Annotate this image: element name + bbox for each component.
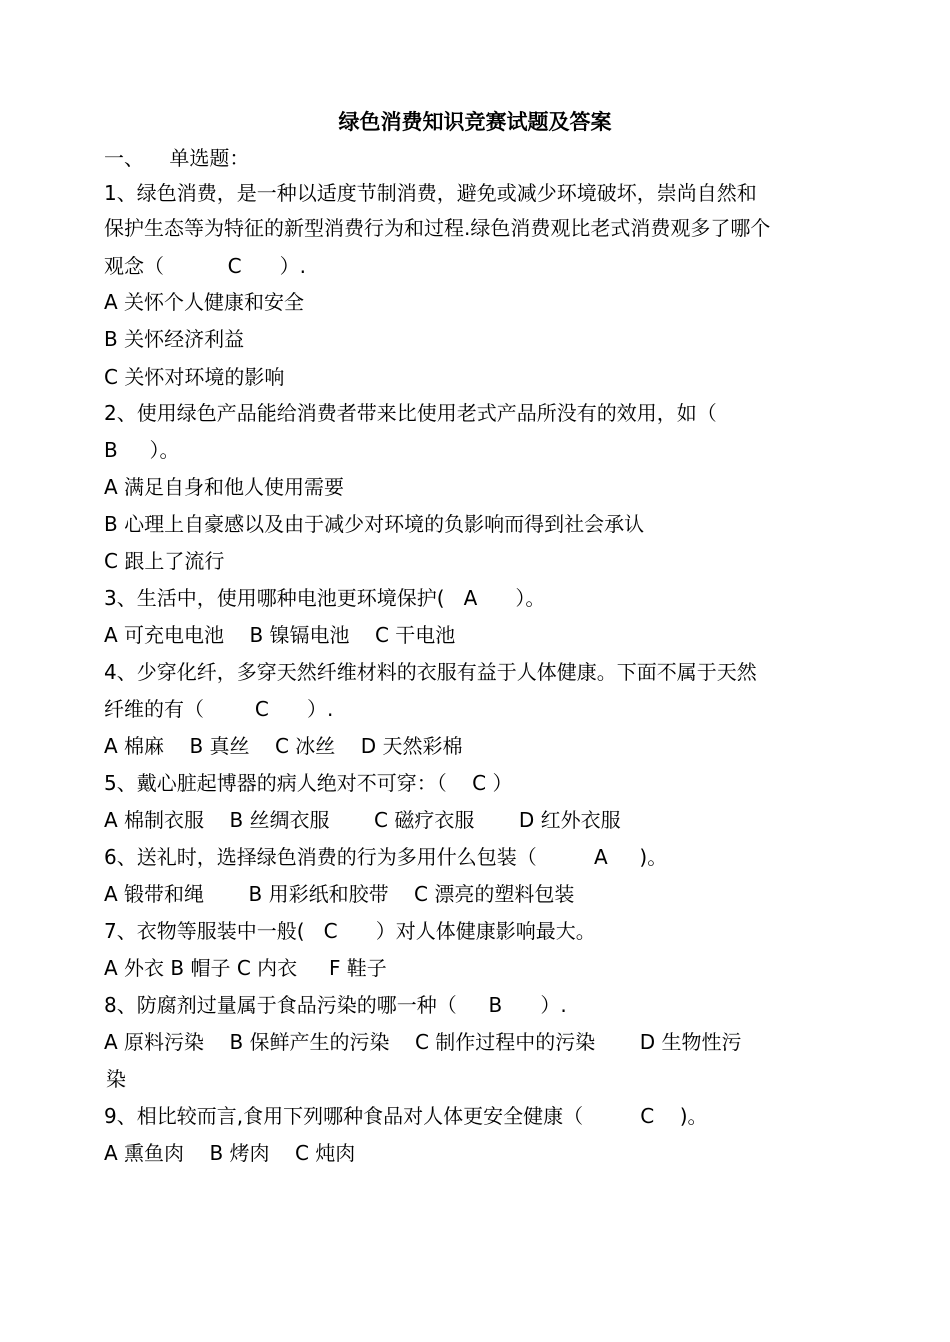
question-6-options: A 锻带和绳 B 用彩纸和胶带 C 漂亮的塑料包装 [104,882,575,906]
question-1-line-2: 保护生态等为特征的新型消费行为和过程.绿色消费观比老式消费观多了哪个 [104,216,771,240]
question-5-line-1: 5、戴心脏起博器的病人绝对不可穿：（ C ） [104,771,513,795]
question-2-line-1: 2、使用绿色产品能给消费者带来比使用老式产品所没有的效用，如（ [104,401,717,425]
question-1-option-a: A 关怀个人健康和安全 [104,290,305,314]
section-heading: 一、 单选题： [104,146,250,170]
question-2-line-2: B ）。 [104,438,180,462]
question-5-options: A 棉制衣服 B 丝绸衣服 C 磁疗衣服 D 红外衣服 [104,808,621,832]
question-7-line-1: 7、衣物等服装中一般( C ）对人体健康影响最大。 [104,919,596,943]
question-8-options: A 原料污染 B 保鲜产生的污染 C 制作过程中的污染 D 生物性污 [104,1030,742,1054]
question-9-line-1: 9、相比较而言,食用下列哪种食品对人体更安全健康（ C )。 [104,1104,708,1128]
question-1-line-3: 观念（ C ）. [104,254,307,278]
question-9-options: A 熏鱼肉 B 烤肉 C 炖肉 [104,1141,356,1165]
question-6-line-1: 6、送礼时，选择绿色消费的行为多用什么包装（ A )。 [104,845,668,869]
question-3-options: A 可充电电池 B 镍镉电池 C 干电池 [104,623,456,647]
question-2-option-c: C 跟上了流行 [104,549,225,573]
question-8-line-1: 8、防腐剂过量属于食品污染的哪一种（ B ）. [104,993,567,1017]
question-7-options: A 外衣 B 帽子 C 内衣 F 鞋子 [104,956,387,980]
document-title: 绿色消费知识竞赛试题及答案 [338,110,612,134]
question-2-option-b: B 心理上自豪感以及由于减少对环境的负影响而得到社会承认 [104,512,645,536]
question-8-options-wrap: 染 [106,1067,126,1091]
question-2-option-a: A 满足自身和他人使用需要 [104,475,345,499]
question-1-line-1: 1、绿色消费，是一种以适度节制消费，避免或减少环境破坏，崇尚自然和 [104,181,757,205]
question-4-line-2: 纤维的有（ C ）. [104,697,334,721]
question-4-line-1: 4、少穿化纤，多穿天然纤维材料的衣服有益于人体健康。下面不属于天然 [104,660,757,684]
question-4-options: A 棉麻 B 真丝 C 冰丝 D 天然彩棉 [104,734,463,758]
question-1-option-b: B 关怀经济利益 [104,327,245,351]
question-3-line-1: 3、生活中，使用哪种电池更环境保护( A ）。 [104,586,546,610]
question-1-option-c: C 关怀对环境的影响 [104,365,285,389]
